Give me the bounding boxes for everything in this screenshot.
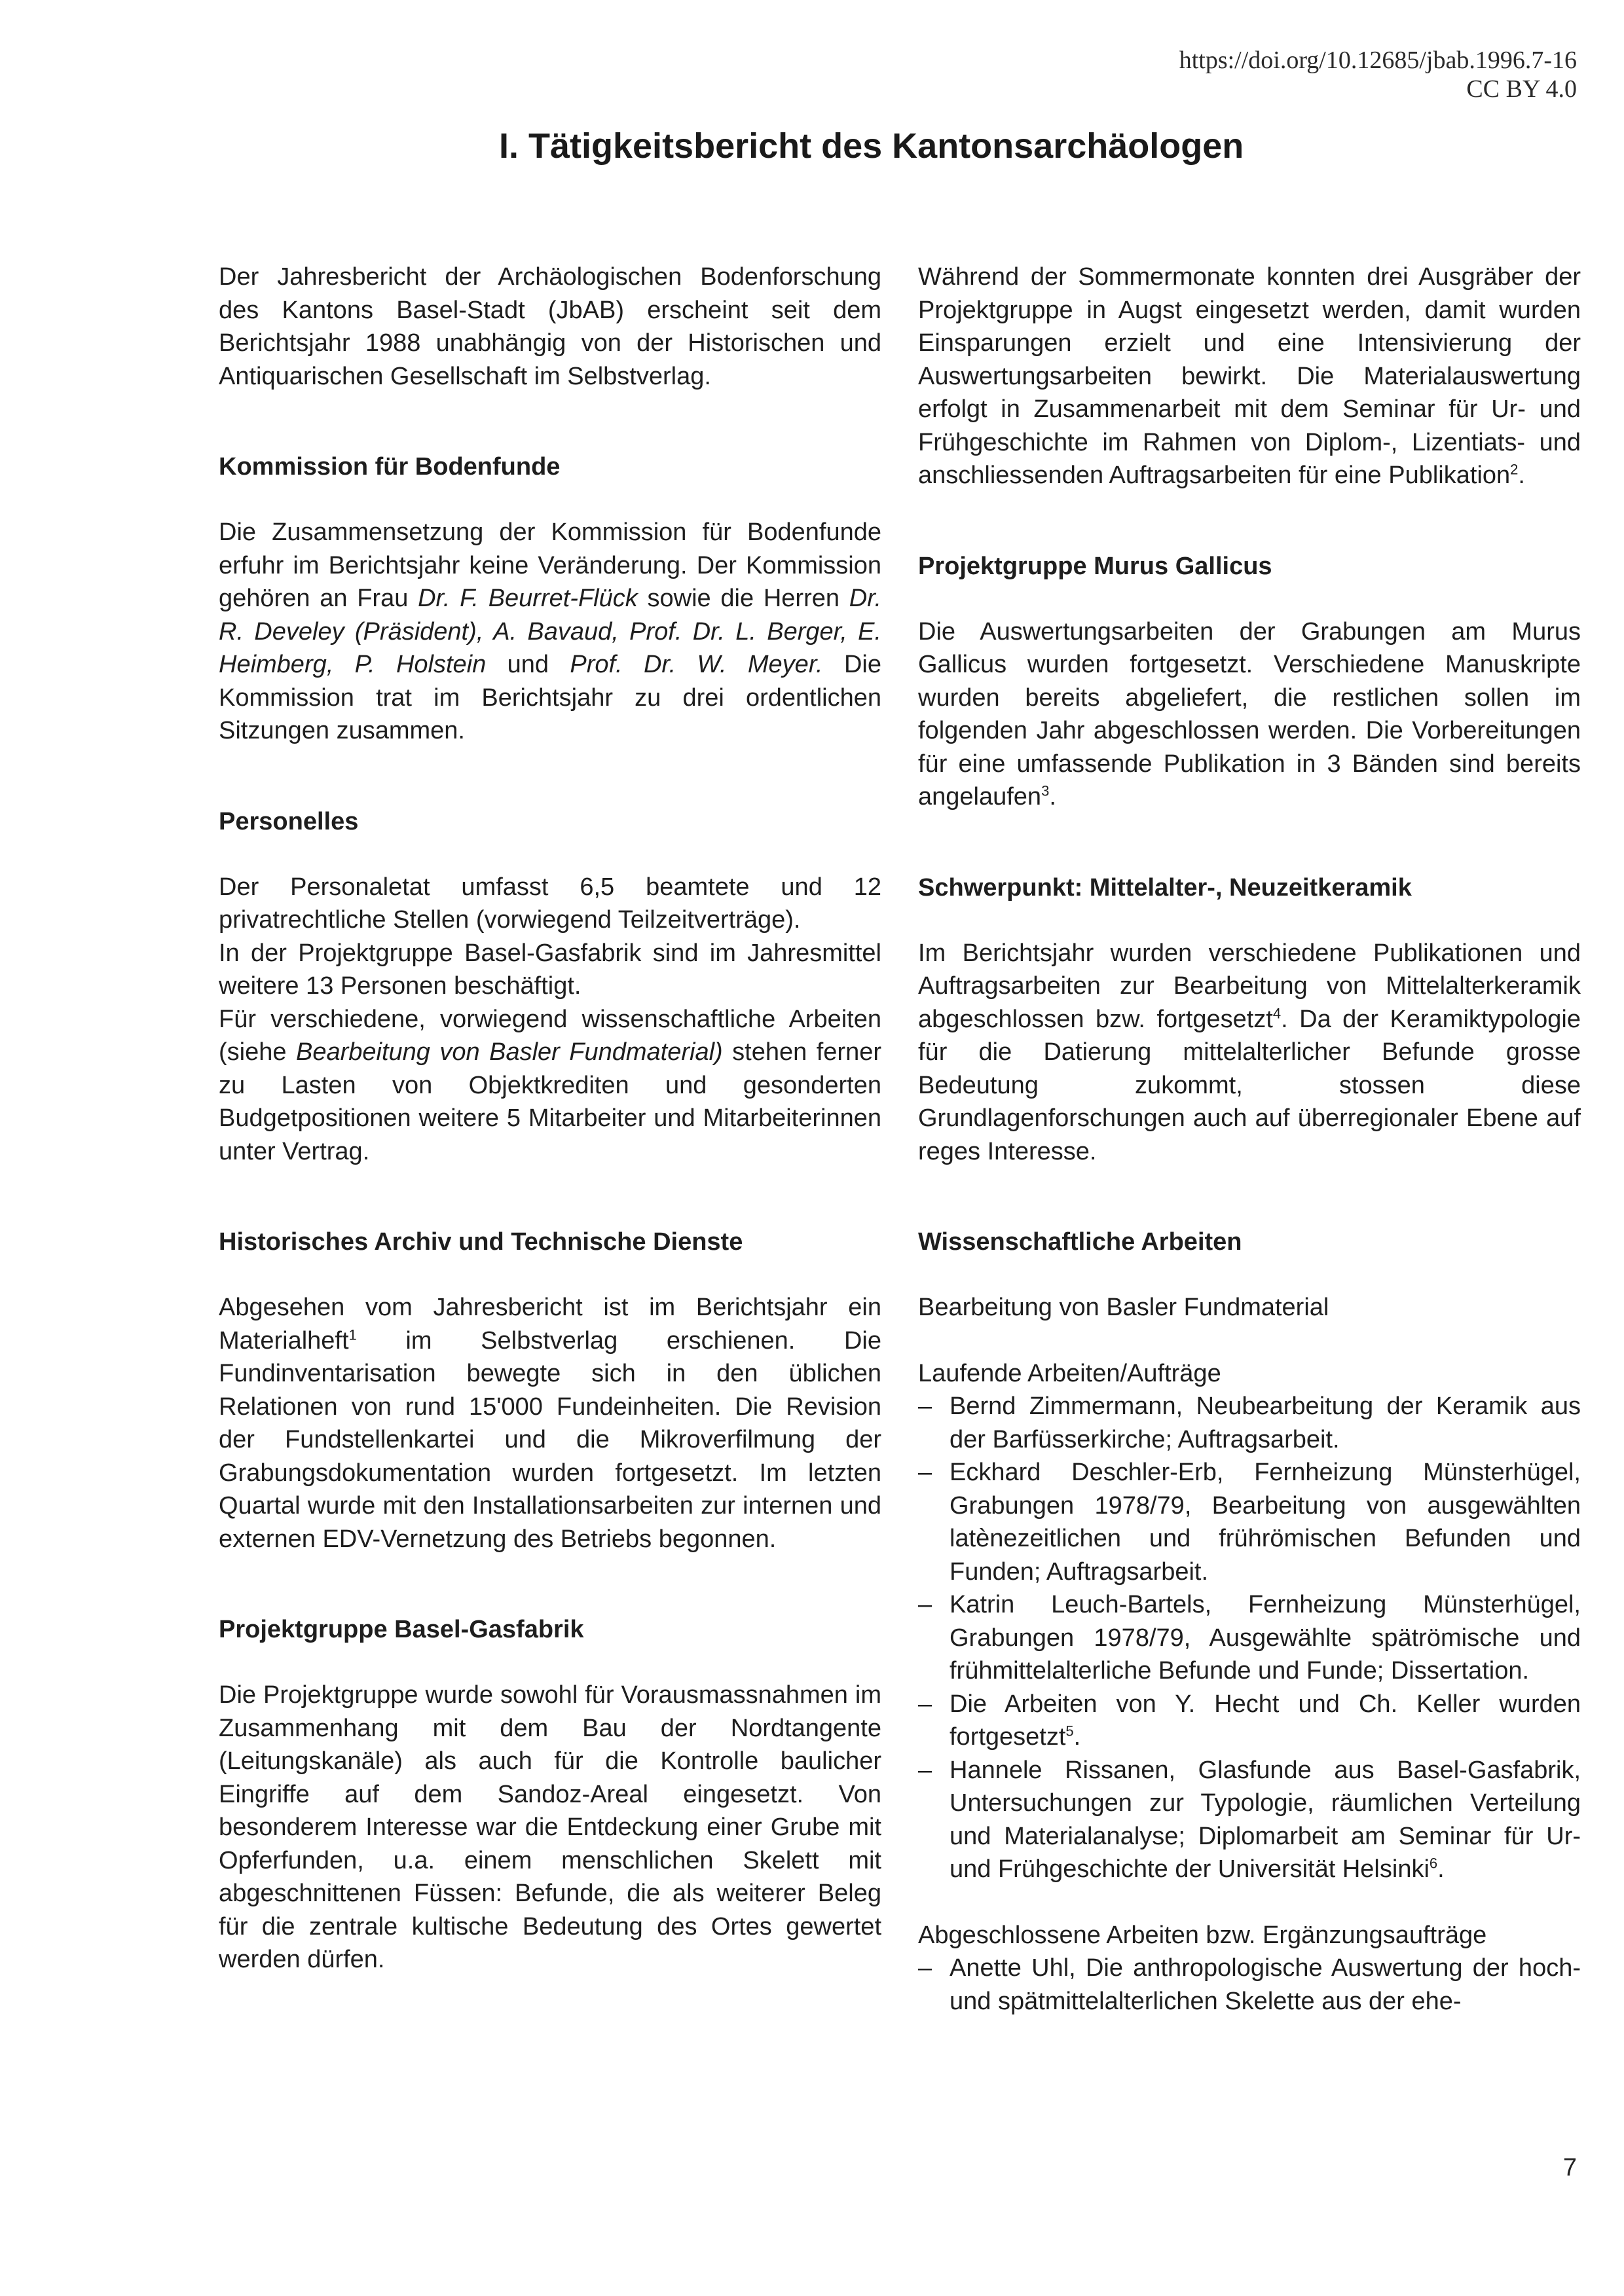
page-number: 7: [1562, 2154, 1577, 2181]
intro-paragraph: Der Jahresbericht der Archäologischen Bodenforschung des Kantons Basel-Stadt (JbAB) erscheint seit dem Berichtsjahr 1988 unabhängig von der Historischen und Antiquarischen Gesellschaft im Selbstverlag.: [219, 263, 881, 390]
list-item: – Anette Uhl, Die anthropologische Auswertung der hoch- und spätmittelalterlichen Skelette aus der ehe-: [918, 1952, 1581, 2018]
list-item: – Katrin Leuch-Bartels, Fernheizung Münsterhügel, Grabungen 1978/79, Ausgewählte spätrömische und frühmittelalterliche Befunde und Funde; Dissertation.: [918, 1588, 1581, 1688]
footnote-ref-1: 1: [348, 1326, 357, 1343]
left-column: [219, 261, 881, 1977]
keramik-paragraph: Im Berichtsjahr wurden verschiedene Publikationen und Auftragsarbeiten zur Bearbeitung von Mittelalterkeramik abgeschlossen bzw. fortgesetzt$^4$. Da der Keramiktypologie für die Datierung mittelalterlicher Befunde grosse Bedeutung zukommt, stossen diese Grundlagenforschungen auch auf überregionaler Ebene auf reges Interesse.: [918, 939, 1581, 1165]
heading-personelles: Personelles: [219, 807, 359, 835]
doi-link[interactable]: https://doi.org/10.12685/jbab.1996.7-16: [1179, 46, 1577, 74]
right-column: [918, 261, 1581, 2018]
page-title: I. Tätigkeitsbericht des Kantonsarchäologen: [499, 126, 1244, 166]
footnote-ref-3: 3: [1041, 782, 1050, 799]
wiss-subheading: Bearbeitung von Basler Fundmaterial: [918, 1294, 1329, 1321]
laufende-arbeiten-list: [918, 1390, 1581, 1886]
gasfabrik-paragraph: Die Projektgruppe wurde sowohl für Vorausmassnahmen im Zusammenhang mit dem Bau der Nordtangente (Leitungskanäle) als auch für die Kontrolle baulicher Eingriffe auf dem Sandoz-Areal eingesetzt. Von besonderem Interesse war die Entdeckung einer Grube mit Opferfunden, u.a. einem menschlichen Skelett mit abgeschnittenen Füssen: Befunde, die als weiterer Beleg für die zentrale kultische Bedeutung des Ortes gewertet werden dürfen.: [219, 1681, 881, 1973]
footnote-ref-6: 6: [1429, 1855, 1438, 1872]
doi-license-block: [1179, 46, 1577, 103]
abgeschlossene-arbeiten-label: Abgeschlossene Arbeiten bzw. Ergänzungsaufträge: [918, 1921, 1487, 1949]
augst-paragraph: Während der Sommermonate konnten drei Ausgräber der Projektgruppe in Augst eingesetzt werden, damit wurden Einsparungen erzielt und eine Intensivierung der Auswertungsarbeiten bewirkt. Die Materialauswertung erfolgt in Zusammenarbeit mit dem Seminar für Ur- und Frühgeschichte im Rahmen von Diplom-, Lizentiats- und anschliessenden Auftragsarbeiten für eine Publikation$^2$.: [918, 263, 1581, 489]
footnote-ref-5: 5: [1065, 1722, 1074, 1740]
footnote-ref-4: 4: [1272, 1004, 1282, 1021]
murus-paragraph: Die Auswertungsarbeiten der Grabungen am Murus Gallicus wurden fortgesetzt. Verschiedene Manuskripte wurden bereits abgeliefert, die restlichen sollen im folgenden Jahr abgeschlossen werden. Die Vorbereitungen für eine umfassende Publikation in 3 Bänden sind bereits angelaufen$^3$.: [918, 617, 1581, 811]
kommission-paragraph: Die Zusammensetzung der Kommission für Bodenfunde erfuhr im Berichtsjahr keine Veränderung. Der Kommission gehören an Frau Dr. F. Beurret-Flück sowie die Herren Dr. R. Develey (Präsident), A. Bavaud, Prof. Dr. L. Berger, E. Heimberg, P. Holstein und Prof. Dr. W. Meyer. Die Kommission trat im Berichtsjahr zu drei ordentlichen Sitzungen zusammen.: [219, 519, 882, 744]
heading-gasfabrik: Projektgruppe Basel-Gasfabrik: [219, 1616, 584, 1643]
heading-wissenschaftliche-arbeiten: Wissenschaftliche Arbeiten: [918, 1228, 1242, 1256]
heading-kommission: Kommission für Bodenfunde: [219, 453, 561, 481]
list-item: – Die Arbeiten von Y. Hecht und Ch. Keller wurden fortgesetzt$^5$.: [918, 1688, 1581, 1754]
footnote-ref-2: 2: [1510, 461, 1519, 478]
archiv-paragraph: Abgesehen vom Jahresbericht ist im Berichtsjahr ein Materialheft$^1$ im Selbstverlag erschienen. Die Fundinventarisation bewegte sich in den üblichen Relationen von rund 15'000 Fundeinheiten. Die Revision der Fundstellenkartei und die Mikroverfilmung der Grabungsdokumentation wurden fortgesetzt. Im letzten Quartal wurde mit den Installationsarbeiten zur internen und externen EDV-Vernetzung des Betriebs begonnen.: [219, 1294, 881, 1553]
list-item: – Eckhard Deschler-Erb, Fernheizung Münsterhügel, Grabungen 1978/79, Bearbeitung von ausgewählten latènezeitlichen und frührömischen Befunden und Funden; Auftragsarbeit.: [918, 1456, 1581, 1588]
abgeschlossene-arbeiten-list: [918, 1952, 1581, 2018]
list-item: – Hannele Rissanen, Glasfunde aus Basel-Gasfabrik, Untersuchungen zur Typologie, räumlichen Verteilung und Materialanalyse; Diplomarbeit am Seminar für Ur- und Frühgeschichte der Universität Helsinki$^6$.: [918, 1754, 1581, 1886]
heading-archiv: Historisches Archiv und Technische Dienste: [219, 1228, 743, 1256]
license-label: CC BY 4.0: [1466, 75, 1577, 103]
laufende-arbeiten-label: Laufende Arbeiten/Aufträge: [918, 1359, 1221, 1387]
heading-murus: Projektgruppe Murus Gallicus: [918, 552, 1272, 580]
heading-keramik: Schwerpunkt: Mittelalter-, Neuzeitkeramik: [918, 873, 1412, 902]
list-item: – Bernd Zimmermann, Neubearbeitung der Keramik aus der Barfüsserkirche; Auftragsarbeit.: [918, 1390, 1581, 1456]
personelles-paragraph: Der Personaletat umfasst 6,5 beamtete und 12 privatrechtliche Stellen (vorwiegend Teilzeitverträge). In der Projektgruppe Basel-Gasfabrik sind im Jahresmittel weitere 13 Personen beschäftigt. Für verschiedene, vorwiegend wissenschaftliche Arbeiten (siehe Bearbeitung von Basler Fundmaterial) stehen ferner zu Lasten von Objektkrediten und gesonderten Budgetpositionen weitere 5 Mitarbeiter und Mitarbeiterinnen unter Vertrag.: [219, 873, 881, 1165]
